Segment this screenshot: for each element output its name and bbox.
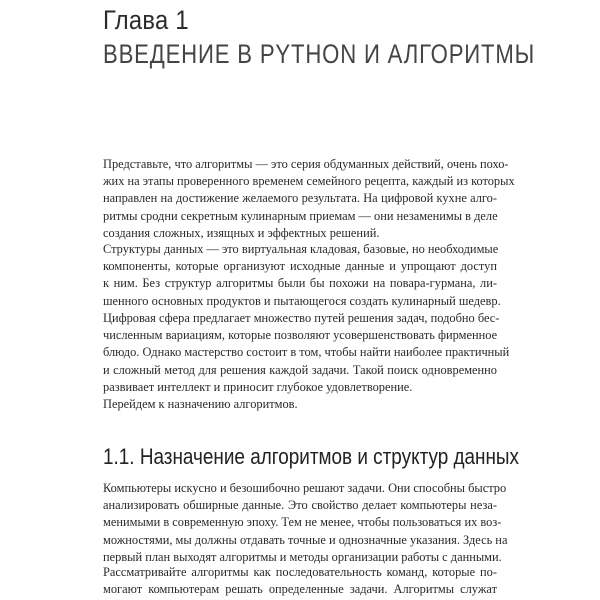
paragraph-intro-algorithms bbox=[103, 156, 515, 242]
text-line: Рассматривайте алгоритмы как последовательность команд, которые по- bbox=[103, 565, 497, 579]
text-line: можностями, мы должны отдавать точные и однозначные указания. Здесь на bbox=[103, 532, 508, 547]
text-line: первый план выходят алгоритмы и методы организации работы с данными. bbox=[103, 549, 502, 564]
paragraph-transition bbox=[103, 396, 497, 413]
text-line: создания сложных, изящных и эффектных решений. bbox=[103, 225, 380, 240]
section-heading: 1.1. Назначение алгоритмов и структур данных bbox=[103, 444, 519, 469]
paragraph-data-structures bbox=[103, 241, 501, 310]
paragraph-digital-sphere bbox=[103, 310, 510, 396]
text-line: менимыми в современную эпоху. Тем не менее, чтобы пользоваться их воз- bbox=[103, 515, 502, 530]
text-line: ритмы сродни секретным кулинарным приемам — они незаменимы в деле bbox=[103, 208, 498, 223]
text-line: компоненты, которые организуют исходные данные и упрощают доступ bbox=[103, 259, 497, 274]
text-line: Цифровая сфера предлагает множество путей решения задач, подобно бес- bbox=[103, 311, 500, 325]
paragraph-computers bbox=[103, 480, 508, 566]
text-line: развивает интеллект и приносит глубокое удовлетворение. bbox=[103, 379, 413, 394]
text-line: Перейдем к назначению алгоритмов. bbox=[103, 397, 298, 411]
text-line: могают компьютерам решать определенные задачи. Алгоритмы служат bbox=[103, 582, 497, 597]
text-line: блюдо. Однако мастерство состоит в том, чтобы найти наиболее практичный bbox=[103, 345, 510, 360]
text-line: Компьютеры искусно и безошибочно решают задачи. Они способны быстро bbox=[103, 481, 507, 495]
paragraph-algorithms-commands bbox=[103, 564, 497, 598]
text-line: шенного основных продуктов и пытающегося создать кулинарный шедевр. bbox=[103, 293, 501, 308]
text-line: направлен на достижение желаемого результата. На цифровой кухне алго- bbox=[103, 191, 497, 206]
text-line: анализировать обширные данные. Это свойство делает компьютеры неза- bbox=[103, 498, 497, 513]
text-line: и сложный метод для решения каждой задачи. Такой поиск одновременно bbox=[103, 362, 497, 377]
text-line: численным вариациям, которые позволяют усовершенствовать фирменное bbox=[103, 328, 498, 343]
text-line: Структуры данных — это виртуальная кладовая, базовые, но необходимые bbox=[103, 242, 499, 256]
chapter-label: Глава 1 bbox=[103, 5, 189, 35]
text-line: Представьте, что алгоритмы — это серия обдуманных действий, очень похо- bbox=[103, 157, 509, 171]
text-line: жих на этапы проверенного временем семейного рецепта, каждый из которых bbox=[103, 174, 515, 189]
text-line: к ним. Без структур алгоритмы были бы похожи на повара-гурмана, ли- bbox=[103, 276, 497, 291]
chapter-title: ВВЕДЕНИЕ В PYTHON И АЛГОРИТМЫ bbox=[103, 39, 536, 69]
